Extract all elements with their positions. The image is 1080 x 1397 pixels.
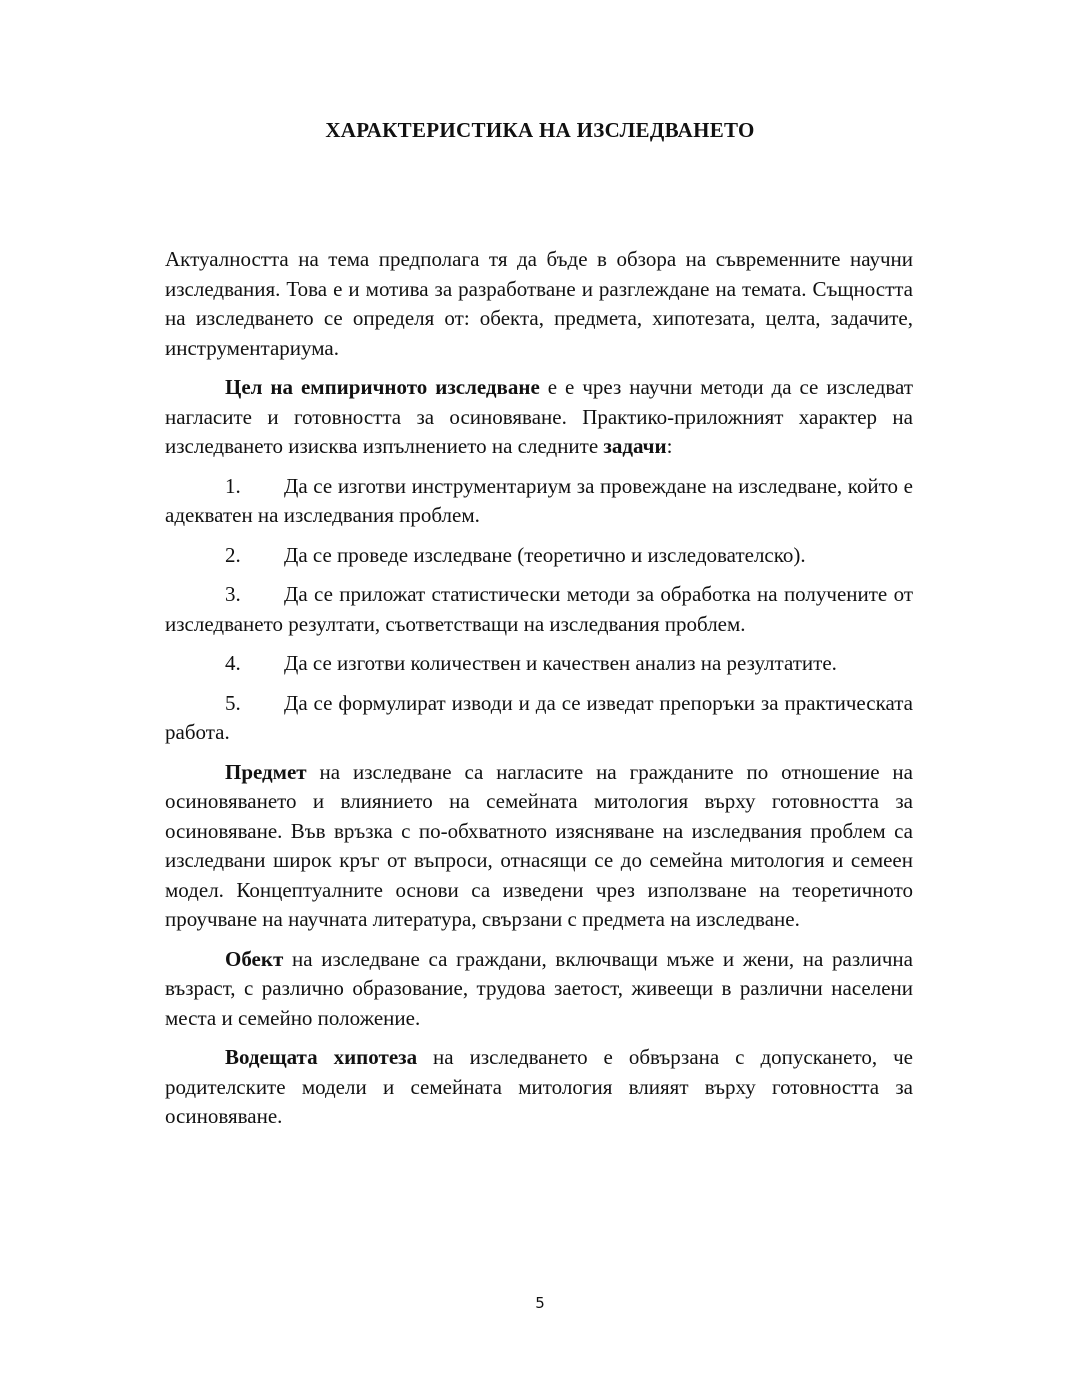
hypothesis-text: на изследването е обвързана с допускането, че родителските модели и семейната митология влияят върху готовността за осиновяване. (165, 1045, 913, 1128)
goal-heading: Цел на емпиричното изследване (225, 375, 540, 399)
object-paragraph (165, 945, 913, 1034)
object-heading: Обект (225, 946, 284, 971)
subject-heading: Предмет (225, 759, 307, 784)
task-text: Да се проведе изследване (теоретично и изследователско). (284, 542, 806, 567)
hypothesis-heading: Водещата хипотеза (225, 1045, 418, 1069)
tasks-keyword: задачи (603, 434, 667, 458)
goal-paragraph (165, 373, 913, 462)
task-number: 4. (225, 651, 241, 675)
task-text: Да се изготви инструментариум за провеждане на изследване, който е адекватен на изследвания проблем. (165, 473, 913, 527)
document-body (165, 245, 913, 1142)
hypothesis-paragraph (165, 1043, 913, 1132)
task-text: Да се приложат статистически методи за обработка на получените от изследването резултати, съответстващи на изследвания проблем. (165, 582, 913, 636)
task-text: Да се изготви количествен и качествен анализ на резултатите. (284, 651, 837, 675)
subject-text: на изследване са нагласите на гражданите по отношение на осиновяването и влиянието на семейната митология върху готовността за осиновяване. Във връзка с по-обхватното изясняване на изследвания проблем са изследвани широк кръг от въпроси, отнасящи се до семейна митология и семеен модел. Концептуалните основи са изведени чрез използване на теоретичното проучване на научната литература, свързани с предмета на изследване. (165, 759, 913, 931)
task-number: 5. (225, 690, 241, 715)
goal-text: е е чрез научни методи да се изследват нагласите и готовността за осиновяване. Практико-приложният характер на изследването изисква изпълнението на следните (165, 375, 913, 458)
task-item-1 (165, 472, 913, 531)
goal-tail: : (666, 434, 673, 458)
task-item-2 (165, 541, 913, 571)
object-text: на изследване са граждани, включващи мъже и жени, на различна възраст, с различно образование, трудова заетост, живеещи в различни населени места и семейно положение. (165, 946, 913, 1030)
task-text: Да се формулират изводи и да се изведат препоръки за практическата работа. (165, 690, 913, 744)
page-number: 5 (535, 1294, 545, 1312)
intro-paragraph: Актуалността на тема предполага тя да бъде в обзора на съвременните научни изследвания. Това е и мотива за разработване и разглеждане на темата. Същността на изследването се определя от: обекта, предмета, хипотезата, целта, задачите, инструментариума. (165, 247, 913, 360)
task-number: 3. (225, 582, 241, 606)
task-item-5 (165, 689, 913, 748)
task-item-4 (165, 649, 913, 679)
subject-paragraph (165, 758, 913, 935)
task-number: 1. (225, 473, 241, 498)
task-number: 2. (225, 542, 241, 567)
task-item-3 (165, 580, 913, 639)
page-title: ХАРАКТЕРИСТИКА НА ИЗСЛЕДВАНЕТО (325, 118, 755, 142)
